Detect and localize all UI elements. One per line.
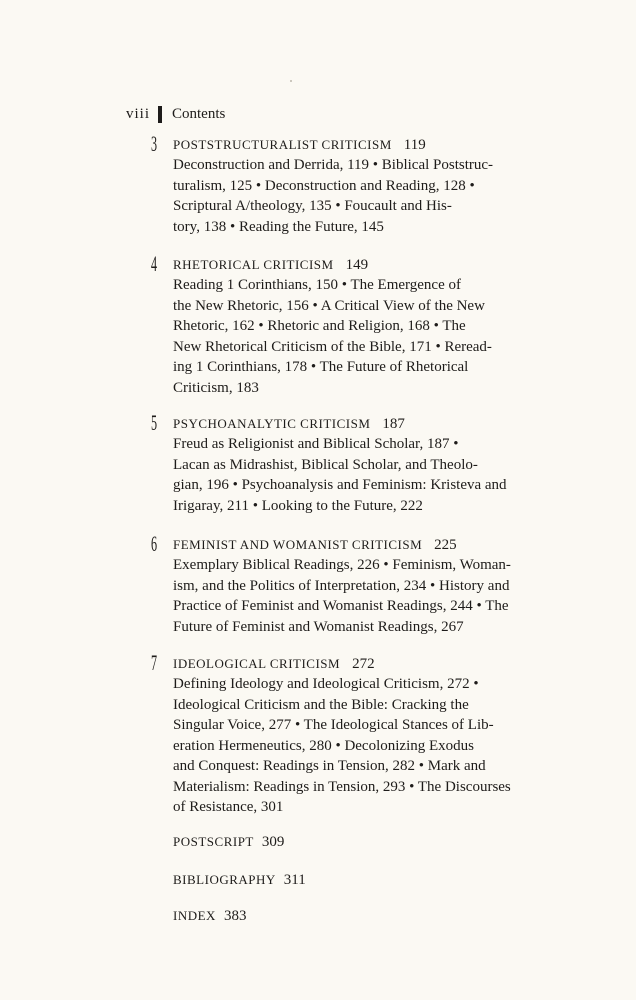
subsection-line: Exemplary Biblical Readings, 226 • Feminism, Woman- bbox=[173, 557, 511, 573]
chapter-number: 6 bbox=[151, 531, 158, 556]
chapter-title: PSYCHOANALYTIC CRITICISM bbox=[173, 416, 371, 431]
chapter-heading bbox=[173, 255, 543, 275]
subsection-line: of Resistance, 301 bbox=[173, 799, 284, 815]
subsection-line: and Conquest: Readings in Tension, 282 • Mark and bbox=[173, 758, 486, 774]
subsection-line: Defining Ideology and Ideological Criticism, 272 • bbox=[173, 676, 479, 692]
chapter-page-number: 187 bbox=[382, 416, 405, 432]
subsection-line: New Rhetorical Criticism of the Bible, 171 • Reread- bbox=[173, 338, 492, 355]
chapter-heading bbox=[173, 535, 543, 555]
chapter-title: IDEOLOGICAL CRITICISM bbox=[173, 656, 341, 671]
chapter-heading bbox=[173, 654, 543, 674]
toc-entry-chapter-3[interactable] bbox=[151, 131, 543, 237]
subsection-line: Rhetoric, 162 • Rhetoric and Religion, 168 • The bbox=[173, 318, 466, 334]
chapter-number: 3 bbox=[151, 131, 158, 156]
chapter-heading bbox=[173, 414, 543, 434]
toc-entry-chapter-5[interactable] bbox=[151, 410, 543, 516]
chapter-subsections bbox=[173, 674, 543, 818]
folio-divider-bar bbox=[158, 106, 162, 123]
running-header bbox=[126, 106, 225, 123]
toc-entry-index[interactable] bbox=[173, 908, 246, 925]
chapter-heading bbox=[173, 135, 543, 155]
paper-speck bbox=[290, 80, 292, 82]
backmatter-page-number: 309 bbox=[261, 834, 285, 850]
subsection-line: Reading 1 Corinthians, 150 • The Emergence of bbox=[173, 277, 461, 293]
subsection-line: Practice of Feminist and Womanist Readings, 244 • The bbox=[173, 598, 509, 614]
subsection-line: Ideological Criticism and the Bible: Cracking the bbox=[173, 696, 469, 713]
backmatter-page-number: 311 bbox=[283, 872, 306, 888]
chapter-subsections bbox=[173, 275, 543, 398]
chapter-page-number: 149 bbox=[345, 257, 369, 273]
chapter-title: POSTSTRUCTURALIST CRITICISM bbox=[173, 137, 392, 152]
toc-entry-postscript[interactable] bbox=[173, 834, 284, 851]
backmatter-title: INDEX bbox=[173, 908, 216, 923]
subsection-line: Freud as Religionist and Biblical Scholar, 187 • bbox=[173, 436, 459, 452]
toc-entry-chapter-7[interactable] bbox=[151, 650, 543, 818]
chapter-subsections bbox=[173, 155, 543, 237]
backmatter-title: POSTSCRIPT bbox=[173, 834, 254, 849]
chapter-subsections bbox=[173, 434, 543, 516]
subsection-line: Deconstruction and Derrida, 119 • Biblical Poststruc- bbox=[173, 157, 494, 173]
toc-entry-chapter-4[interactable] bbox=[151, 251, 543, 398]
chapter-subsections bbox=[173, 555, 543, 637]
backmatter-page-number: 383 bbox=[223, 908, 247, 924]
chapter-page-number: 272 bbox=[352, 656, 375, 672]
chapter-title: RHETORICAL CRITICISM bbox=[173, 257, 334, 272]
subsection-line: ing 1 Corinthians, 178 • The Future of Rhetorical bbox=[173, 359, 469, 375]
toc-entry-bibliography[interactable] bbox=[173, 872, 306, 889]
page-folio: viii bbox=[126, 106, 151, 122]
subsection-line: Criticism, 183 bbox=[173, 379, 259, 396]
chapter-title: FEMINIST AND WOMANIST CRITICISM bbox=[173, 537, 423, 552]
toc-entry-chapter-6[interactable] bbox=[151, 531, 543, 637]
subsection-line: ism, and the Politics of Interpretation, 234 • History and bbox=[173, 577, 510, 594]
subsection-line: eration Hermeneutics, 280 • Decolonizing Exodus bbox=[173, 737, 475, 754]
subsection-line: the New Rhetoric, 156 • A Critical View of the New bbox=[173, 297, 485, 314]
subsection-line: turalism, 125 • Deconstruction and Reading, 128 • bbox=[173, 177, 475, 194]
subsection-line: Future of Feminist and Womanist Readings, 267 bbox=[173, 618, 464, 635]
subsection-line: Lacan as Midrashist, Biblical Scholar, and Theolo- bbox=[173, 456, 478, 473]
subsection-line: Irigaray, 211 • Looking to the Future, 222 bbox=[173, 497, 423, 514]
subsection-line: Scriptural A/theology, 135 • Foucault and His- bbox=[173, 198, 452, 214]
running-header-title: Contents bbox=[172, 106, 226, 122]
subsection-line: gian, 196 • Psychoanalysis and Feminism: Kristeva and bbox=[173, 477, 507, 493]
chapter-number: 4 bbox=[151, 251, 158, 276]
chapter-page-number: 119 bbox=[403, 137, 426, 153]
subsection-line: tory, 138 • Reading the Future, 145 bbox=[173, 218, 384, 235]
chapter-number: 7 bbox=[151, 650, 158, 675]
chapter-number: 5 bbox=[151, 410, 158, 435]
subsection-line: Materialism: Readings in Tension, 293 • The Discourses bbox=[173, 778, 511, 795]
subsection-line: Singular Voice, 277 • The Ideological Stances of Lib- bbox=[173, 717, 494, 733]
chapter-page-number: 225 bbox=[434, 537, 457, 553]
backmatter-title: BIBLIOGRAPHY bbox=[173, 872, 276, 887]
